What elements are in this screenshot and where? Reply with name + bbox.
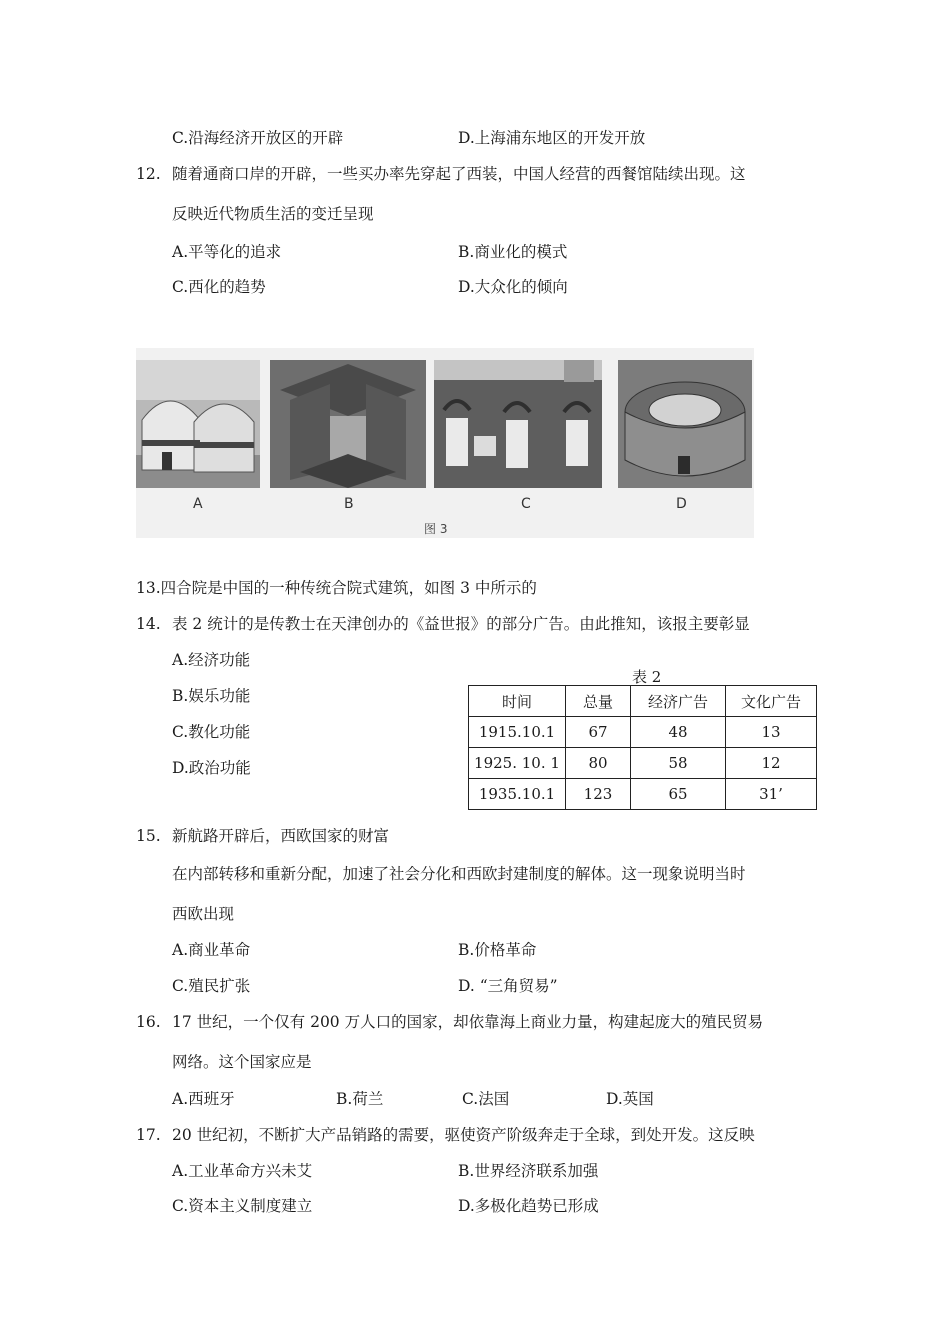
table-header-cultural-ads: 文化广告 [726, 686, 817, 717]
q12-option-b: B.商业化的模式 [458, 243, 568, 261]
q15-option-b: B.价格革命 [458, 941, 537, 959]
q11-option-d: D.上海浦东地区的开发开放 [458, 129, 646, 147]
q13-stem: 13.四合院是中国的一种传统合院式建筑，如图 3 中所示的 [136, 579, 537, 597]
q16-stem-line2: 网络。这个国家应是 [172, 1053, 312, 1071]
table-row [469, 717, 817, 748]
photo-label-a: A [193, 496, 203, 512]
table-header-total: 总量 [566, 686, 631, 717]
q17-option-d: D.多极化趋势已形成 [458, 1197, 599, 1215]
photo-label-d: D [676, 496, 687, 512]
table-cell-time: 1925. 10. 1 [469, 748, 566, 779]
q14-option-d: D.政治功能 [172, 759, 251, 777]
photo-siheyuan [270, 360, 426, 488]
q16-number: 16. [136, 1013, 161, 1031]
photo-building [434, 360, 602, 488]
q16-option-a: A.西班牙 [172, 1090, 235, 1108]
table-cell-time: 1915.10.1 [469, 717, 566, 748]
table-cell-economic: 48 [631, 717, 726, 748]
q14-option-b: B.娱乐功能 [172, 687, 251, 705]
table-cell-total: 123 [566, 779, 631, 810]
q15-option-d: D. “三角贸易” [458, 977, 558, 995]
q12-option-c: C.西化的趋势 [172, 278, 266, 296]
q17-option-b: B.世界经济联系加强 [458, 1162, 599, 1180]
table-2 [468, 685, 817, 810]
figure-3 [136, 348, 754, 538]
q12-stem-line2: 反映近代物质生活的变迁呈现 [172, 205, 374, 223]
table-2-caption: 表 2 [632, 668, 662, 686]
q16-option-b: B.荷兰 [336, 1090, 384, 1108]
q12-number: 12. [136, 165, 161, 183]
table-header-economic-ads: 经济广告 [631, 686, 726, 717]
q16-option-c: C.法国 [462, 1090, 510, 1108]
q11-option-c: C.沿海经济开放区的开辟 [172, 129, 344, 147]
q17-stem: 20 世纪初，不断扩大产品销路的需要，驱使资产阶级奔走于全球，到处开发。这反映 [172, 1126, 755, 1144]
photo-label-b: B [344, 496, 354, 512]
q15-stem-line2: 在内部转移和重新分配，加速了社会分化和西欧封建制度的解体。这一现象说明当时 [172, 865, 746, 883]
q15-stem-line1: 新航路开辟后，西欧国家的财富 [172, 827, 390, 845]
q14-option-a: A.经济功能 [172, 651, 251, 669]
q16-stem-line1: 17 世纪，一个仅有 200 万人口的国家，却依靠海上商业力量，构建起庞大的殖民贸易 [172, 1013, 764, 1031]
table-cell-economic: 58 [631, 748, 726, 779]
q15-number: 15. [136, 827, 161, 845]
q12-stem-line1: 随着通商口岸的开辟，一些买办率先穿起了西装，中国人经营的西餐馆陆续出现。这 [172, 165, 746, 183]
table-row [469, 779, 817, 810]
photo-tulou [618, 360, 752, 488]
q17-option-c: C.资本主义制度建立 [172, 1197, 313, 1215]
table-cell-time: 1935.10.1 [469, 779, 566, 810]
table-row [469, 748, 817, 779]
q14-number: 14. [136, 615, 161, 633]
photo-yurt [136, 360, 260, 488]
table-header-row [469, 686, 817, 717]
q14-option-c: C.教化功能 [172, 723, 251, 741]
q15-stem-line3: 西欧出现 [172, 905, 235, 923]
table-cell-cultural: 13 [726, 717, 817, 748]
table-cell-cultural: 12 [726, 748, 817, 779]
table-cell-total: 67 [566, 717, 631, 748]
q15-option-a: A.商业革命 [172, 941, 251, 959]
table-cell-total: 80 [566, 748, 631, 779]
q17-number: 17. [136, 1126, 161, 1144]
table-header-time: 时间 [469, 686, 566, 717]
table-cell-economic: 65 [631, 779, 726, 810]
q12-option-d: D.大众化的倾向 [458, 278, 568, 296]
photo-label-c: C [521, 496, 531, 512]
table-cell-cultural: 31’ [726, 779, 817, 810]
q16-option-d: D.英国 [606, 1090, 654, 1108]
q12-option-a: A.平等化的追求 [172, 243, 282, 261]
figure-caption: 图 3 [424, 522, 448, 536]
q14-stem: 表 2 统计的是传教士在天津创办的《益世报》的部分广告。由此推知，该报主要彰显 [172, 615, 750, 633]
q17-option-a: A.工业革命方兴未艾 [172, 1162, 313, 1180]
q15-option-c: C.殖民扩张 [172, 977, 251, 995]
